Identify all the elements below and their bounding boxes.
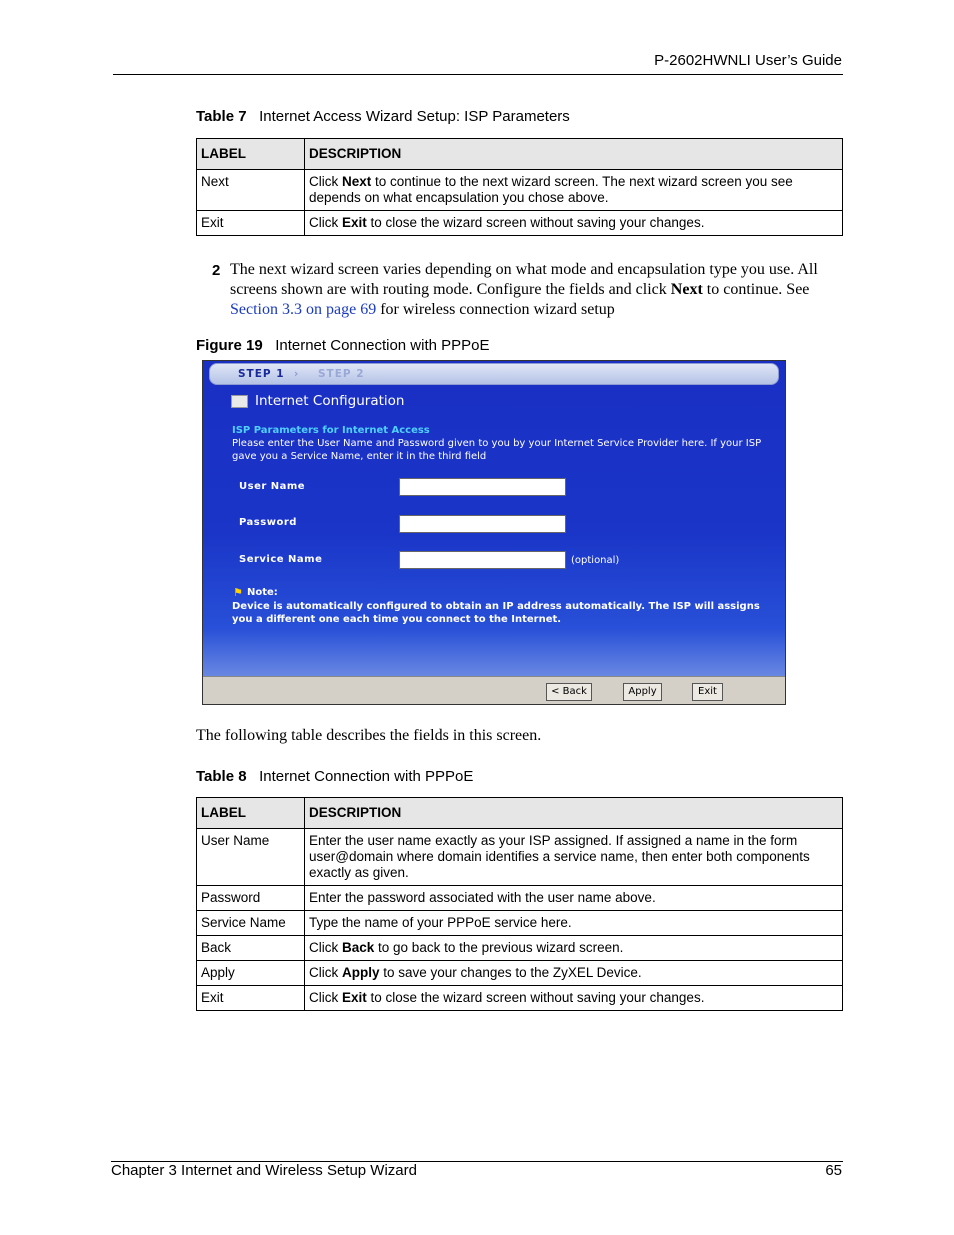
table-row <box>197 829 843 886</box>
note-heading: Note: <box>247 587 278 598</box>
table8-caption-number: Table 8 <box>196 768 247 785</box>
page-header-title: P-2602HWNLI User’s Guide <box>654 52 842 69</box>
figure19-caption <box>196 337 490 354</box>
table7-row-description: Click Exit to close the wizard screen without saving your changes. <box>305 211 843 236</box>
table8-row-description: Enter the user name exactly as your ISP assigned. If assigned a name in the form user@domain where domain identifies a service name, then enter both components exactly as given. <box>305 829 843 886</box>
figure19-caption-number: Figure 19 <box>196 337 263 354</box>
password-label: Password <box>239 517 297 528</box>
table7 <box>196 138 843 236</box>
table-row <box>197 961 843 986</box>
service-name-input[interactable] <box>399 551 566 569</box>
table-row <box>197 936 843 961</box>
step-bar <box>209 363 779 385</box>
button-bar <box>203 676 786 705</box>
back-button[interactable]: < Back <box>546 683 592 701</box>
table8-header-label: LABEL <box>197 798 305 829</box>
table8-row-description: Click Apply to save your changes to the ZyXEL Device. <box>305 961 843 986</box>
optional-hint: (optional) <box>571 555 620 566</box>
table8 <box>196 797 843 1011</box>
footer-page-number: 65 <box>825 1162 842 1179</box>
wizard-title: Internet Configuration <box>255 393 405 409</box>
step-separator-icon: › <box>294 368 300 380</box>
isp-parameters-heading: ISP Parameters for Internet Access <box>232 425 430 436</box>
table7-header-row <box>197 139 843 170</box>
note-text: Device is automatically configured to obtain an IP address automatically. The ISP will assigns you a different one each time you connect to the Internet. <box>232 601 760 625</box>
step1-label[interactable]: STEP 1 <box>238 368 285 380</box>
table8-row-label: Service Name <box>197 911 305 936</box>
wizard-screenshot <box>202 360 786 705</box>
table7-caption-number: Table 7 <box>196 108 247 125</box>
table8-row-label: Exit <box>197 986 305 1011</box>
password-input[interactable] <box>399 515 566 533</box>
table-row <box>197 170 843 211</box>
table7-caption-title: Internet Access Wizard Setup: ISP Parameters <box>259 108 570 125</box>
table-row <box>197 986 843 1011</box>
table7-caption <box>196 108 570 125</box>
isp-parameters-text: Please enter the User Name and Password given to you by your Internet Service Provider here. If your ISP gave you a Service Name, enter it in the third field <box>232 438 762 462</box>
note-icon: ⚑ <box>233 586 243 599</box>
table8-row-description: Type the name of your PPPoE service here. <box>305 911 843 936</box>
table-row <box>197 211 843 236</box>
table-row <box>197 886 843 911</box>
apply-button[interactable]: Apply <box>623 683 662 701</box>
table8-header-row <box>197 798 843 829</box>
header-rule <box>113 74 843 75</box>
user-name-input[interactable] <box>399 478 566 496</box>
user-name-label: User Name <box>239 481 306 492</box>
table7-header-label: LABEL <box>197 139 305 170</box>
table8-row-description: Enter the password associated with the user name above. <box>305 886 843 911</box>
table8-row-label: User Name <box>197 829 305 886</box>
exit-button[interactable]: Exit <box>692 683 723 701</box>
step-number: 2 <box>212 262 221 279</box>
figure19-caption-title: Internet Connection with PPPoE <box>275 337 490 354</box>
table8-header-description: DESCRIPTION <box>305 798 843 829</box>
table8-row-description: Click Back to go back to the previous wizard screen. <box>305 936 843 961</box>
table7-row-label: Next <box>197 170 305 211</box>
table8-row-label: Password <box>197 886 305 911</box>
table8-row-description: Click Exit to close the wizard screen without saving your changes. <box>305 986 843 1011</box>
table8-caption <box>196 768 473 785</box>
table7-row-description: Click Next to continue to the next wizard screen. The next wizard screen you see depends on what encapsulation you chose above. <box>305 170 843 211</box>
step2-paragraph: The next wizard screen varies depending on what mode and encapsulation type you use. All screens shown are with routing mode. Configure the fields and click Next to continue. See Section 3.3 on page 69 for wireless connection wizard setup <box>230 261 818 318</box>
table-row <box>197 911 843 936</box>
section-link[interactable]: Section 3.3 on page 69 <box>230 301 377 318</box>
table8-row-label: Apply <box>197 961 305 986</box>
folder-icon <box>231 395 248 408</box>
table8-row-label: Back <box>197 936 305 961</box>
table8-caption-title: Internet Connection with PPPoE <box>259 768 474 785</box>
table7-row-label: Exit <box>197 211 305 236</box>
service-name-label: Service Name <box>239 554 323 565</box>
step2-label[interactable]: STEP 2 <box>318 368 365 380</box>
footer-chapter: Chapter 3 Internet and Wireless Setup Wizard <box>111 1162 417 1179</box>
following-text: The following table describes the fields in this screen. <box>196 727 542 744</box>
table7-header-description: DESCRIPTION <box>305 139 843 170</box>
